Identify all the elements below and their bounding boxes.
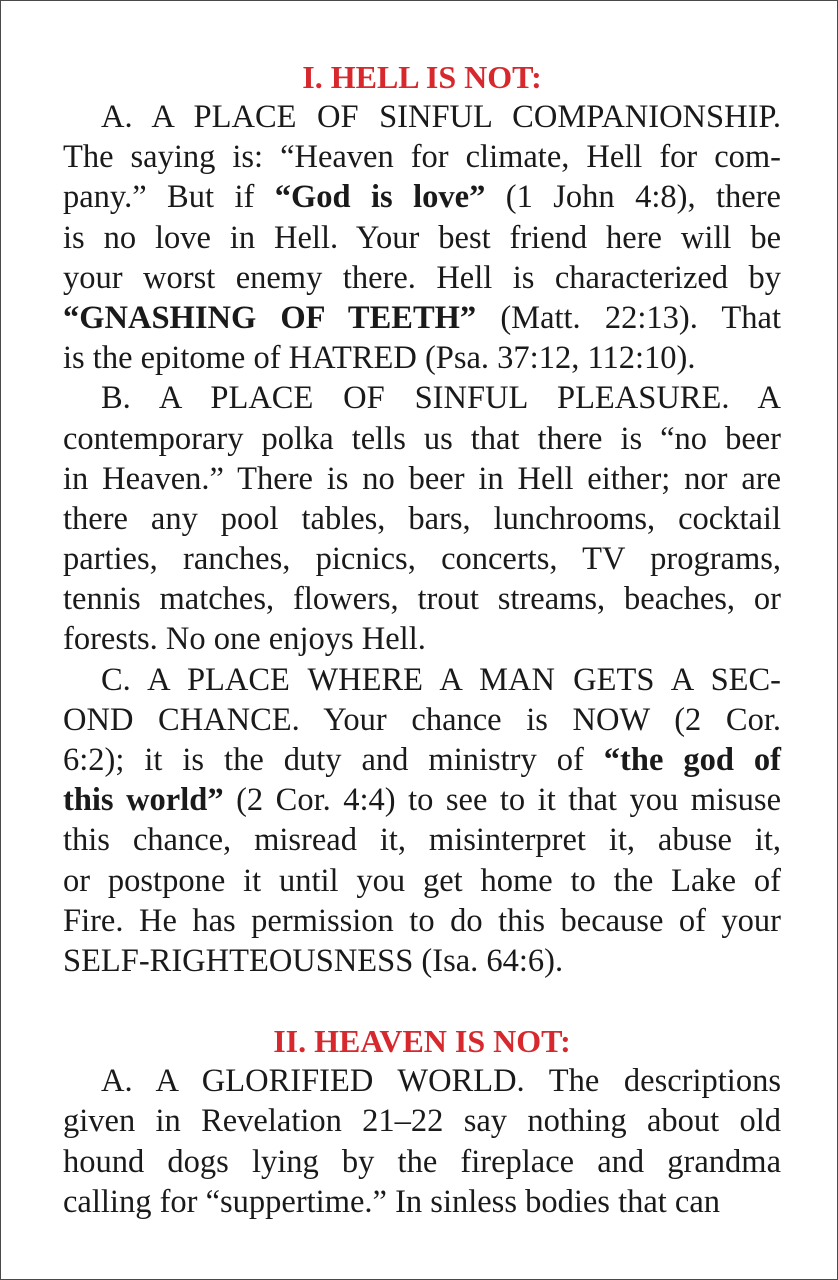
text-run: given in Revelation 21–22 say nothing about old [63, 1103, 781, 1140]
text-run: there any pool tables, bars, lunchrooms, cocktail [63, 500, 781, 537]
text-run: is the epitome of HATRED (Psa. 37:12, 112:10). [63, 340, 696, 377]
text-line [63, 861, 781, 901]
bold-quote: “the god of [603, 742, 781, 778]
text-run: hound dogs lying by the fireplace and grandma [63, 1143, 781, 1180]
section-heading: I. HELL IS NOT: [302, 59, 542, 95]
text-line [63, 137, 781, 177]
text-line [63, 378, 781, 418]
text-run: tennis matches, flowers, trout streams, beaches, or [63, 581, 781, 618]
text-line [63, 499, 781, 539]
text-run: this chance, misread it, misinterpret it, abuse it, [63, 822, 781, 859]
paragraph [63, 660, 781, 982]
text-line [63, 97, 781, 137]
paragraph [63, 97, 781, 378]
bold-quote: this world” [63, 782, 224, 819]
text-run: forests. No one enjoys Hell. [63, 621, 426, 658]
paragraph [63, 1061, 781, 1222]
bold-quote: “God is love” [274, 179, 486, 216]
text-run: calling for “suppertime.” In sinless bodies that can [63, 1183, 721, 1220]
text-run: contemporary polka tells us that there is “no beer [63, 420, 781, 457]
text-line [63, 1182, 781, 1222]
text-column [63, 57, 781, 1222]
text-line [63, 901, 781, 941]
text-line [63, 740, 781, 780]
text-run: B. A PLACE OF SINFUL PLEASURE. A [101, 380, 781, 417]
text-run: your worst enemy there. Hell is characterized by [63, 259, 781, 296]
text-run: C. A PLACE WHERE A MAN GETS A SEC- [101, 661, 781, 698]
text-line [63, 1061, 781, 1101]
text-run: (1 John 4:8), there [485, 179, 781, 216]
text-run: (Matt. 22:13). That [476, 299, 781, 336]
section-heading: II. HEAVEN IS NOT: [273, 1023, 571, 1060]
text-run: Fire. He has permission to do this because of your [63, 902, 781, 939]
text-line [63, 419, 781, 459]
text-run: parties, ranches, picnics, concerts, TV programs, [63, 541, 781, 578]
text-run: 6:2); it is the duty and ministry of [63, 742, 604, 778]
text-run: in Heaven.” There is no beer in Hell either; nor are [63, 460, 781, 497]
text-run: SELF-RIGHTEOUSNESS (Isa. 64:6). [63, 942, 564, 979]
text-line [63, 700, 781, 740]
text-line [63, 941, 781, 981]
paragraph [63, 378, 781, 659]
text-run: pany.” But if [63, 179, 275, 216]
text-line [63, 539, 781, 579]
text-line [63, 619, 781, 659]
text-run: A. A GLORIFIED WORLD. The descriptions [101, 1063, 781, 1100]
text-line [63, 780, 781, 820]
section-2 [63, 1021, 781, 1222]
text-line [63, 1101, 781, 1141]
text-line [63, 218, 781, 258]
text-run: (2 Cor. 4:4) to see to it that you misuse [223, 782, 781, 819]
text-line [63, 1142, 781, 1182]
text-line [63, 579, 781, 619]
text-run: The saying is: “Heaven for climate, Hell for com- [63, 139, 781, 176]
text-run: or postpone it until you get home to the Lake of [63, 862, 781, 899]
text-line [63, 660, 781, 700]
text-run: OND CHANCE. Your chance is NOW (2 Cor. [63, 701, 781, 738]
text-line [63, 177, 781, 217]
text-line [63, 338, 781, 378]
text-run: A. A PLACE OF SINFUL COMPANIONSHIP. [101, 99, 781, 135]
section-1 [63, 57, 781, 981]
text-line [63, 298, 781, 338]
text-line [63, 459, 781, 499]
bold-quote: “GNASHING OF TEETH” [63, 299, 477, 336]
text-line [63, 258, 781, 298]
text-line [63, 820, 781, 860]
text-run: is no love in Hell. Your best friend here will be [63, 219, 781, 256]
